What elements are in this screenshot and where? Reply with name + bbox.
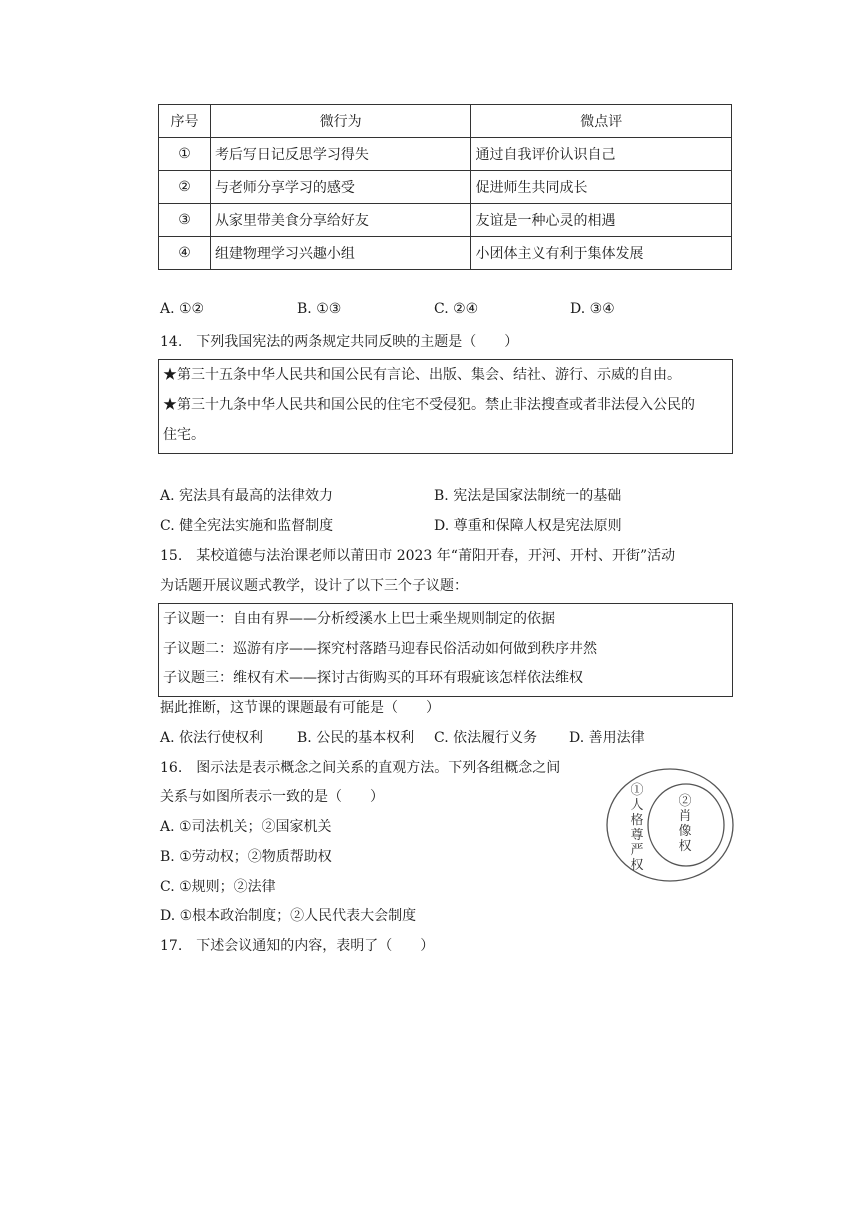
q15-question: 据此推断，这节课的课题最有可能是（ ） bbox=[160, 700, 440, 716]
q14-option-b[interactable]: B. 宪法是国家法制统一的基础 bbox=[434, 488, 622, 504]
q16-venn-diagram bbox=[604, 766, 736, 884]
q15-option-c[interactable]: C. 依法履行义务 bbox=[434, 730, 538, 746]
q14-box-line: 住宅。 bbox=[163, 427, 205, 443]
table-cell: ① bbox=[159, 138, 211, 171]
inner-concept-label: ②肖像权 bbox=[678, 794, 692, 854]
q14-quote-box bbox=[158, 359, 733, 454]
table-row bbox=[159, 138, 732, 171]
outer-concept-label: ①人格尊严权 bbox=[630, 783, 644, 873]
q15-box-line: 子议题三：维权有术——探讨古街购买的耳环有瑕疵该怎样依法维权 bbox=[163, 670, 583, 686]
q16-option-d[interactable]: D. ①根本政治制度；②人民代表大会制度 bbox=[160, 908, 417, 924]
q15-stem-line1: 15. 某校道德与法治课老师以莆田市 2023 年“莆阳开春，开河、开村、开街”活动 bbox=[160, 548, 676, 564]
table-cell: 考后写日记反思学习得失 bbox=[210, 138, 471, 171]
table-cell: 促进师生共同成长 bbox=[471, 171, 732, 204]
table-cell: 通过自我评价认识自己 bbox=[471, 138, 732, 171]
table-cell: 从家里带美食分享给好友 bbox=[210, 204, 471, 237]
q14-stem: 14. 下列我国宪法的两条规定共同反映的主题是（ ） bbox=[160, 334, 519, 350]
q15-box-line: 子议题二：巡游有序——探究村落踏马迎春民俗活动如何做到秩序井然 bbox=[163, 641, 597, 657]
q13-option-c[interactable]: C. ②④ bbox=[434, 301, 479, 317]
q13-option-b[interactable]: B. ①③ bbox=[297, 301, 342, 317]
table-cell: 友谊是一种心灵的相遇 bbox=[471, 204, 732, 237]
q16-stem-line1: 16. 图示法是表示概念之间关系的直观方法。下列各组概念之间 bbox=[160, 760, 561, 776]
table-cell: ② bbox=[159, 171, 211, 204]
q13-table bbox=[158, 104, 732, 270]
table-header-row bbox=[159, 105, 732, 138]
q17-stem: 17. 下述会议通知的内容，表明了（ ） bbox=[160, 938, 435, 954]
outer-concept-circle bbox=[607, 769, 733, 881]
q14-box-line: ★第三十五条中华人民共和国公民有言论、出版、集会、结社、游行、示威的自由。 bbox=[163, 367, 681, 383]
q16-option-c[interactable]: C. ①规则；②法律 bbox=[160, 879, 276, 895]
q16-option-a[interactable]: A. ①司法机关；②国家机关 bbox=[160, 819, 332, 835]
table-header: 序号 bbox=[159, 105, 211, 138]
table-header: 微点评 bbox=[471, 105, 732, 138]
table-cell: 与老师分享学习的感受 bbox=[210, 171, 471, 204]
table-cell: ③ bbox=[159, 204, 211, 237]
q16-option-b[interactable]: B. ①劳动权；②物质帮助权 bbox=[160, 849, 332, 865]
q14-option-d[interactable]: D. 尊重和保障人权是宪法原则 bbox=[434, 518, 622, 534]
q14-option-c[interactable]: C. 健全宪法实施和监督制度 bbox=[160, 518, 334, 534]
q15-option-b[interactable]: B. 公民的基本权利 bbox=[297, 730, 415, 746]
table-row bbox=[159, 237, 732, 270]
q15-stem-line2: 为话题开展议题式教学，设计了以下三个子议题： bbox=[160, 578, 468, 594]
q16-stem-line2: 关系与如图所表示一致的是（ ） bbox=[160, 789, 384, 805]
table-cell: 组建物理学习兴趣小组 bbox=[210, 237, 471, 270]
table-cell: ④ bbox=[159, 237, 211, 270]
table-row bbox=[159, 171, 732, 204]
q15-option-d[interactable]: D. 善用法律 bbox=[569, 730, 645, 746]
q13-option-a[interactable]: A. ①② bbox=[160, 301, 205, 317]
q15-box-line: 子议题一：自由有界——分析绶溪水上巴士乘坐规则制定的依据 bbox=[163, 611, 555, 627]
q14-box-line: ★第三十九条中华人民共和国公民的住宅不受侵犯。禁止非法搜查或者非法侵入公民的 bbox=[163, 397, 695, 413]
q15-subtopics-box bbox=[158, 603, 733, 697]
table-cell: 小团体主义有利于集体发展 bbox=[471, 237, 732, 270]
q15-option-a[interactable]: A. 依法行使权利 bbox=[160, 730, 264, 746]
q13-option-d[interactable]: D. ③④ bbox=[570, 301, 615, 317]
table-row bbox=[159, 204, 732, 237]
table-header: 微行为 bbox=[210, 105, 471, 138]
q14-option-a[interactable]: A. 宪法具有最高的法律效力 bbox=[160, 488, 334, 504]
